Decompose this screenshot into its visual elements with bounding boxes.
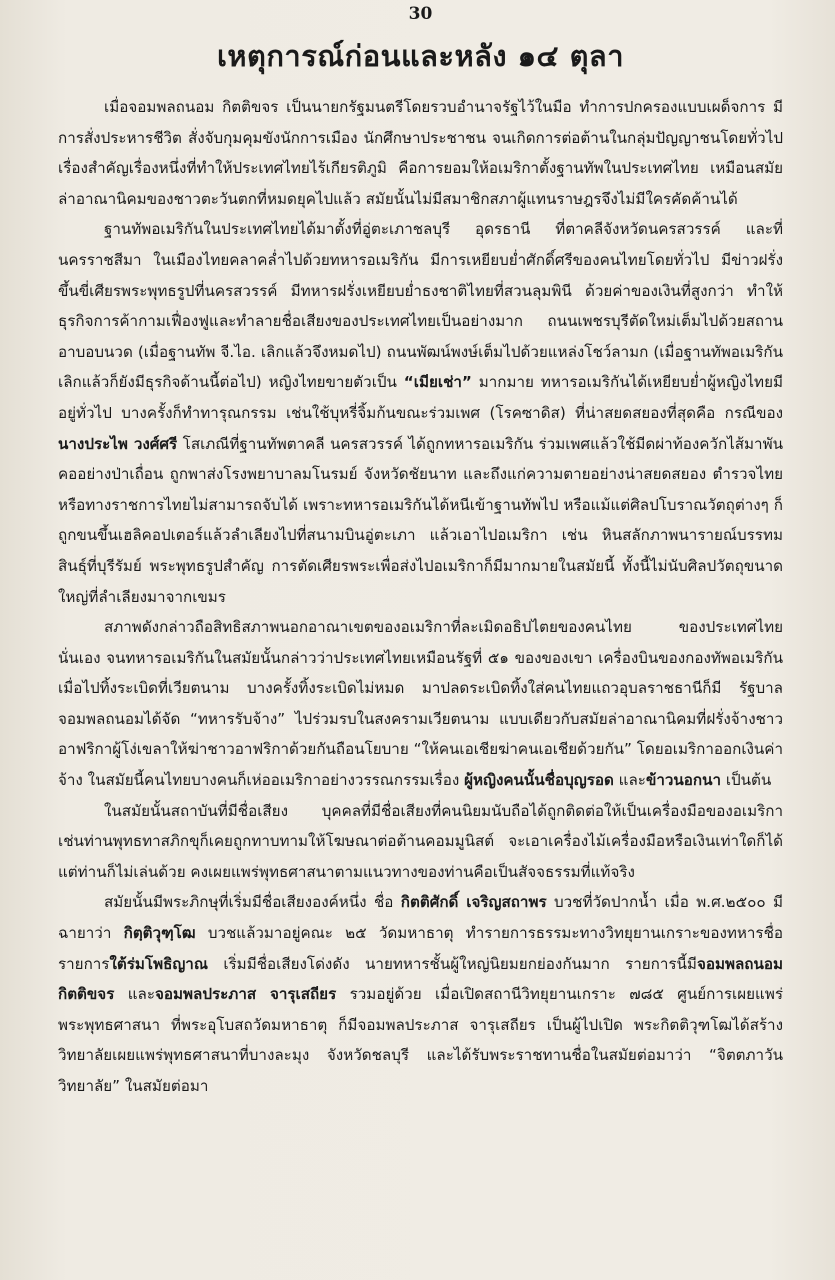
paragraph [58,887,783,1101]
text-run: เมื่อจอมพลถนอม กิตติขจร เป็นนายกรัฐมนตรีโดยรวบอำนาจรัฐไว้ในมือ ทำการปกครองแบบเผด็จการ มีการสั่งประหารชีวิต สั่งจับกุมคุมขังนักการเมือง นักศึกษาประชาชน จนเกิดการต่อต้านในกลุ่มปัญญาชนโดยทั่วไป เรื่องสำคัญเรื่องหนึ่งที่ทำให้ประเทศไทยไร้เกียรติภูมิ คือการยอมให้อเมริกาตั้งฐานทัพในประเทศไทย เหมือนสมัยล่าอาณานิคมของชาวตะวันตกที่หมดยุคไปแล้ว สมัยนั้นไม่มีสมาชิกสภาผู้แทนราษฎรจึงไม่มีใครคัดค้านได้ [58,98,783,208]
chapter-title: เหตุการณ์ก่อนและหลัง ๑๔ ตุลา [216,39,624,73]
page-number: 30 [408,4,433,24]
paragraph [58,214,783,612]
bold-text-run: “เมียเช่า” [403,373,472,392]
text-run: เป็นต้น [721,771,772,790]
bold-text-run: จอมพลประภาส จารุเสถียร [155,985,337,1004]
bold-text-run: กิตฺติวุฑฺโฒ [123,924,196,943]
paragraph [58,796,783,888]
text-run: บวชแล้วมาอยู่คณะ ๒๕ วัดมหาธาตุ ทำรายการธรรมะทางวิทยุยานเกราะของทหารชื่อ รายการ [58,924,784,973]
bold-text-run: นางประไพ วงศ์ศรี [58,434,178,453]
paragraph [58,92,783,214]
text-run: สภาพดังกล่าวถือสิทธิสภาพนอกอาณาเขตของอเมริกาที่ละเมิดอธิปไตยของคนไทย ของประเทศไทยนั่นเอง จนทหารอเมริกันในสมัยนั้นกล่าวว่าประเทศไทยเหมือนรัฐที่ ๕๑ ของของเขา เครื่องบินของกองทัพอเมริกันเมื่อไปทิ้งระเบิดที่เวียตนาม บางครั้งทิ้งระเบิดไม่หมด มาปลดระเบิดทิ้งใส่คนไทยแถวอุบลราชธานีก็มี รัฐบาลจอมพลถนอมได้จัด “ทหารรับจ้าง” ไปร่วมรบในสงครามเวียตนาม แบบเดียวกับสมัยล่าอาณานิคมที่ฝรั่งจ้างชาวอาฟริกาผู้โง่เขลาให้ฆ่าชาวอาฟริกาด้วยกันถือนโยบาย “ให้คนเอเชียฆ่าคนเอเชียด้วยกัน” โดยอเมริกาออกเงินค่าจ้าง ในสมัยนี้คนไทยบางคนก็เห่ออเมริกาอย่างวรรณกรรมเรื่อง [58,618,783,790]
bold-text-run: ข้าวนอกนา [645,771,721,790]
body-text [58,92,783,1102]
text-run: บวชที่วัดปากน้ำ เมื่อ พ.ศ.๒๕๐๐ มีฉายาว่า [58,893,783,943]
text-run: และ [613,771,646,790]
bold-text-run: กิตติศักดิ์ เจริญสถาพร [400,893,547,912]
text-run: ในสมัยนั้นสถาบันที่มีชื่อเสียง บุคคลที่มีชื่อเสียงที่คนนิยมนับถือได้ถูกติดต่อให้เป็นเครื่องมือของอเมริกา เช่นท่านพุทธทาสภิกขุก็เคยถูกทาบทามให้โฆษณาต่อต้านคอมมูนิสต์ จะเอาเครื่องไม้เครื่องมือหรือเงินเท่าใดก็ได้ แต่ท่านก็ไม่เล่นด้วย คงเผยแพร่พุทธศาสนาตามแนวทางของท่านคือเป็นสัจจธรรมที่แท้จริง [58,801,783,881]
text-run: โสเภณีที่ฐานทัพตาคลี นครสวรรค์ ได้ถูกทหารอเมริกัน ร่วมเพศแล้วใช้มีดผ่าท้องควักไส้มาพันคออย่างป่าเถื่อน ถูกพาส่งโรงพยาบาลมโนรมย์ จังหวัดชัยนาท และถึงแก่ความตายอย่างน่าสยดสยอง ตำรวจไทยหรือทางราชการไทยไม่สามารถจับได้ เพราะทหารอเมริกันได้หนีเข้าฐานทัพไป หรือแม้แต่ศิลปโบราณวัตถุต่างๆ ก็ถูกขนขึ้นเฮลิคอปเตอร์แล้วลำเลียงไปที่สนามบินอู่ตะเภา แล้วเอาไปอเมริกา เช่น หินสลักภาพนารายณ์บรรทมสินธุ์ที่บุรีรัมย์ พระพุทธรูปสำคัญ การตัดเศียรพระเพื่อส่งไปอเมริกาก็มีมากมายในสมัยนี้ ทั้งนี้ไม่นับศิลปวัตถุขนาดใหญ่ที่ลำเลียงมาจากเขมร [58,434,783,606]
bold-text-run: ใต้ร่มโพธิญาณ [109,954,208,973]
text-run: เริ่มมีชื่อเสียงโด่งดัง นายทหารชั้นผู้ใหญ่นิยมยกย่องกันมาก รายการนี้มี [207,954,697,973]
bold-text-run: จอมพลถนอม กิตติขจร [58,954,783,1004]
text-run: มากมาย ทหารอเมริกันได้เหยียบย่ำผู้หญิงไทยมีอยู่ทั่วไป บางครั้งก็ทำทารุณกรรม เช่นใช้บุหรี่จิ้มก้นขณะร่วมเพศ (โรคซาดิส) ที่น่าสยดสยองที่สุดคือ กรณีของ [58,373,783,422]
text-run: สมัยนั้นมีพระภิกษุที่เริ่มมีชื่อเสียงองค์หนึ่ง ชื่อ [104,893,401,912]
text-run: ฐานทัพอเมริกันในประเทศไทยได้มาตั้งที่อู่ตะเภาชลบุรี อุดรธานี ที่ตาคลีจังหวัดนครสวรรค์ และที่นครราชสีมา ในเมืองไทยคลาคล่ำไปด้วยทหารอเมริกัน มีการเหยียบย่ำศักดิ์ศรีของคนไทยโดยทั่วไป มีข่าวฝรั่งขึ้นขี่เศียรพระพุทธรูปที่นครสวรรค์ มีทหารฝรั่งเหยียบย่ำธงชาติไทยที่สวนลุมพินี ด้วยค่าของเงินที่สูงกว่า ทำให้ธุรกิจการค้ากามเฟื่องฟูและทำลายชื่อเสียงของประเทศไทยเป็นอย่างมาก ถนนเพชรบุรีตัดใหม่เต็มไปด้วยสถานอาบอบนวด (เมื่อฐานทัพ จี.ไอ. เลิกแล้วจึงหมดไป) ถนนพัฒน์พงษ์เต็มไปด้วยแหล่งโชว์ลามก (เมื่อฐานทัพอเมริกันเลิกแล้วก็ยังมีธุรกิจด้านนี้ต่อไป) หญิงไทยขายตัวเป็น [58,220,783,392]
paragraph [58,612,783,796]
bold-text-run: ผู้หญิงคนนั้นชื่อบุญรอด [464,771,614,790]
text-run: รวมอยู่ด้วย เมื่อเปิดสถานีวิทยุยานเกราะ ๗๘๕ ศูนย์การเผยแพร่พระพุทธศาสนา ที่พระอุโบสถวัดมหาธาตุ ก็มีจอมพลประภาส จารุเสถียร เป็นผู้ไปเปิด พระกิตติวุฑโฒได้สร้างวิทยาลัยเผยแพร่พุทธศาสนาที่บางละมุง จังหวัดชลบุรี และได้รับพระราชทานชื่อในสมัยต่อมาว่า “จิตตภาวันวิทยาลัย” ในสมัยต่อมา [58,985,783,1095]
text-run: และ [114,985,155,1004]
